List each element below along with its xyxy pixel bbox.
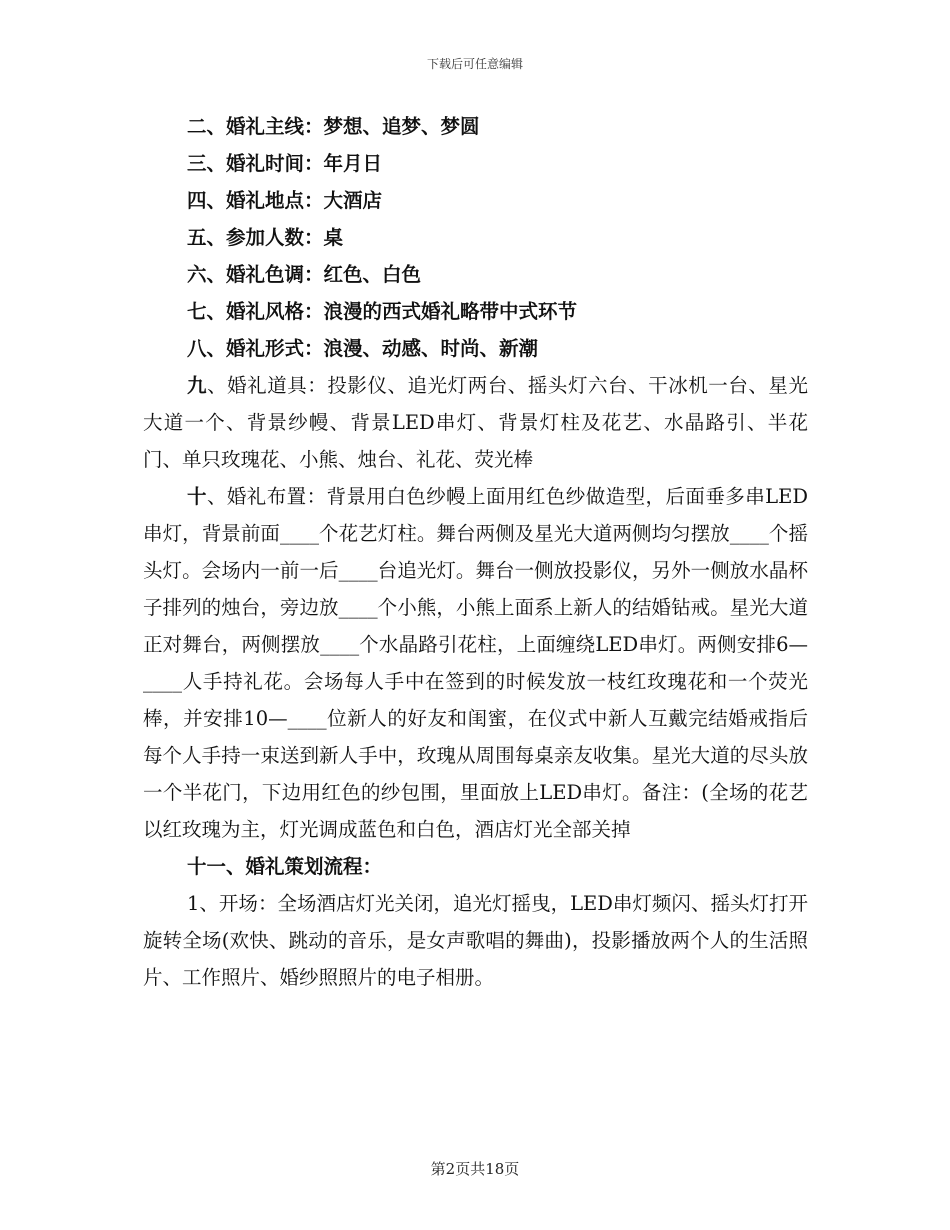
page-header: 下载后可任意编辑 <box>426 57 523 71</box>
paragraph-opening: 1、开场：全场酒店灯光关闭，追光灯摇曳，LED串灯频闪、摇头灯打开旋转全场(欢快、跳动的音乐，是女声歌唱的舞曲)，投影播放两个人的生活照片、工作照片、婚纱照照片的电子相册。 <box>143 892 808 989</box>
heading-wedding-format: 八、婚礼形式：浪漫、动感、时尚、新潮 <box>187 337 539 360</box>
paragraph-text: 、婚礼布置：背景用白色纱幔上面用红色纱做造型，后面垂多串LED串灯，背景前面____个花艺灯柱。舞台两侧及星光大道两侧均匀摆放____个摇头灯。会场内一前一后____台追光灯。舞台一侧放投影仪，另外一侧放水晶杯子排列的烛台，旁边放____个小熊，小熊上面系上新人的结婚钻戒。星光大道正对舞台，两侧摆放____个水晶路引花柱，上面缠绕LED串灯。两侧安排6—____人手持礼花。会场每人手中在签到的时候发放一枝红玫瑰花和一个荧光棒，并安排10—____位新人的好友和闺蜜，在仪式中新人互戴完结婚戒指后每个人手持一束送到新人手中，玫瑰从周围每桌亲友收集。星光大道的尽头放一个半花门，下边用红色的纱包围，里面放上LED串灯。备注：(全场的花艺以红玫瑰为主，灯光调成蓝色和白色，酒店灯光全部关掉 <box>143 485 808 841</box>
paragraph-wedding-layout <box>143 478 808 848</box>
paragraph-text: 、婚礼道具：投影仪、追光灯两台、摇头灯六台、干冰机一台、星光大道一个、背景纱幔、背景LED串灯、背景灯柱及花艺、水晶路引、半花门、单只玫瑰花、小熊、烛台、礼花、荧光棒 <box>143 374 808 471</box>
document-body <box>143 108 808 996</box>
heading-guest-count: 五、参加人数：桌 <box>187 226 344 249</box>
heading-wedding-venue: 四、婚礼地点：大酒店 <box>187 189 383 212</box>
paragraph-lead-number: 十 <box>187 485 207 508</box>
heading-main-theme: 二、婚礼主线：梦想、追梦、梦圆 <box>187 115 480 138</box>
paragraph-wedding-props <box>143 367 808 478</box>
heading-wedding-style: 七、婚礼风格：浪漫的西式婚礼略带中式环节 <box>187 300 578 323</box>
page-footer: 第2页共18页 <box>430 1160 520 1178</box>
heading-color-tone: 六、婚礼色调：红色、白色 <box>187 263 422 286</box>
heading-wedding-time: 三、婚礼时间：年月日 <box>187 152 383 175</box>
heading-wedding-flow: 十一、婚礼策划流程： <box>187 855 383 878</box>
paragraph-lead-number: 九 <box>187 374 208 397</box>
